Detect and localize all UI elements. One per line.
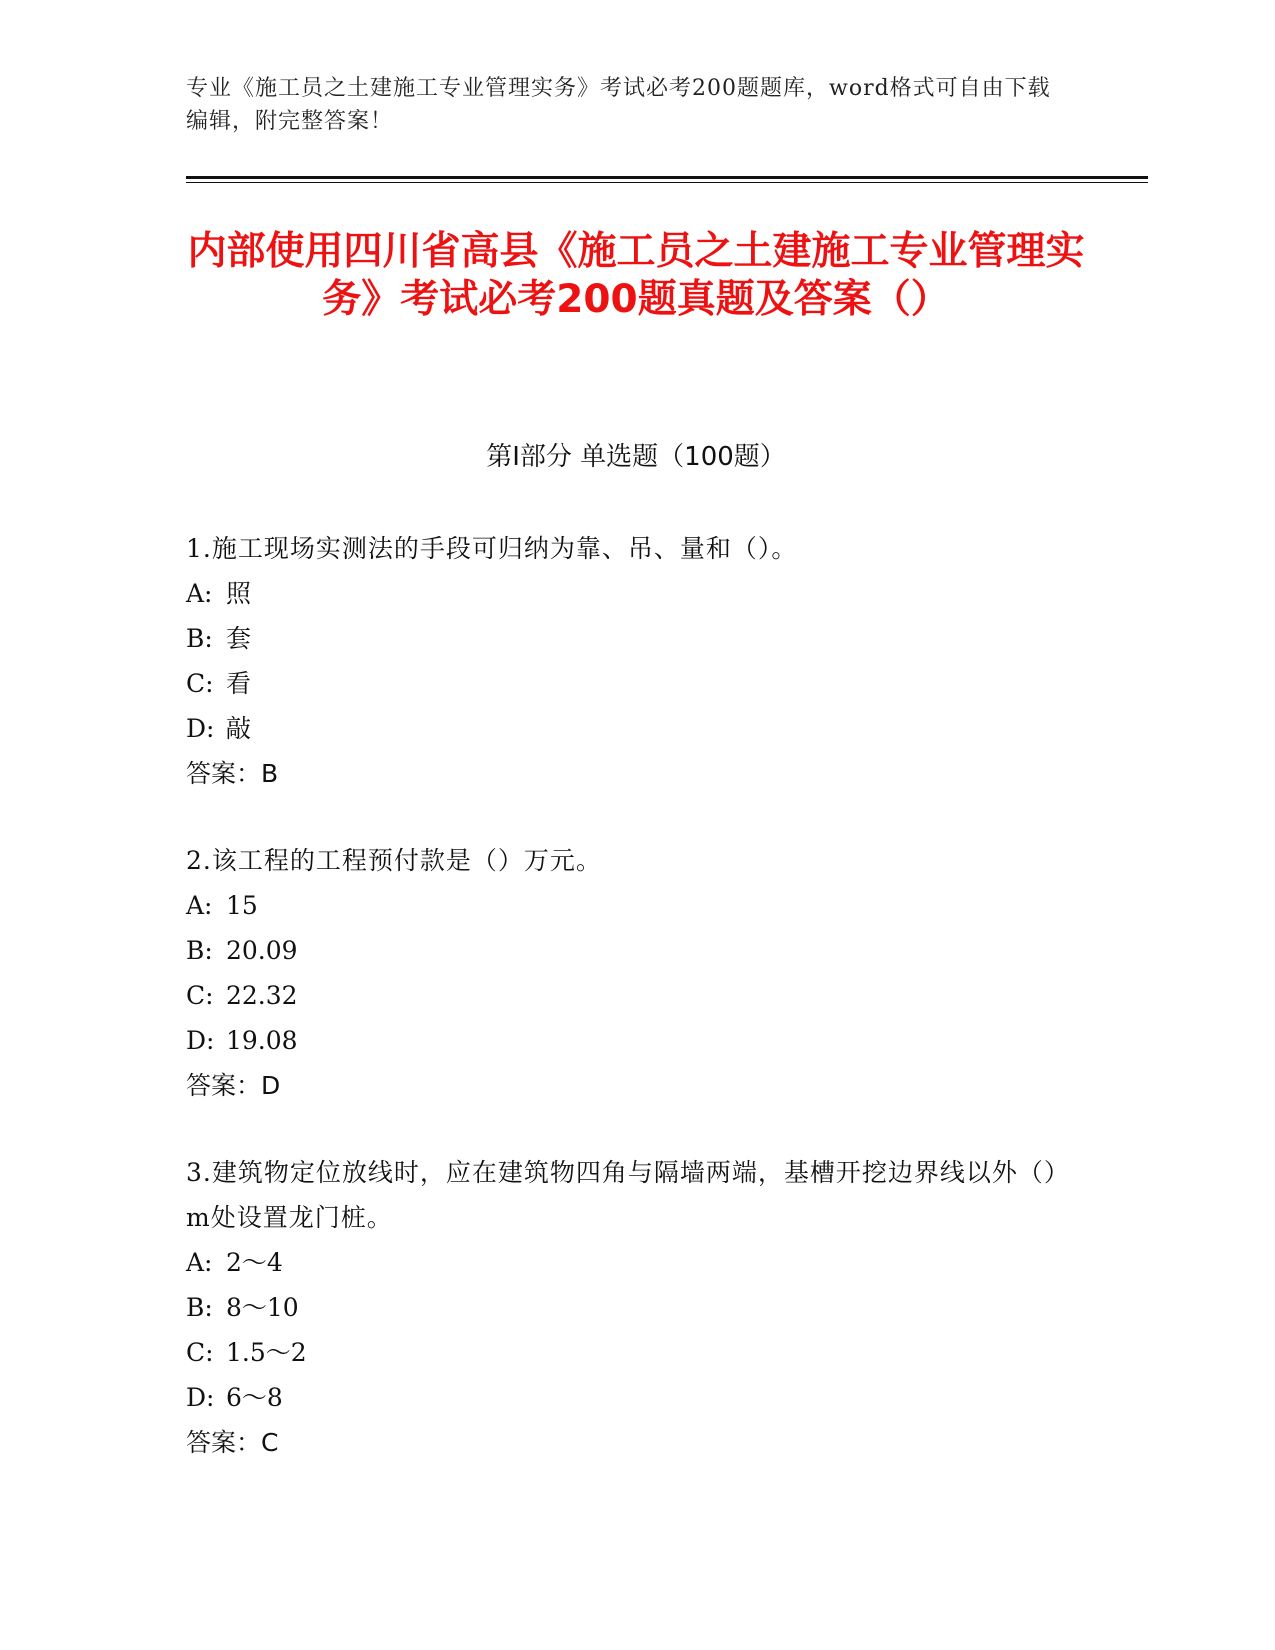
option-key: C: (186, 981, 214, 1010)
option-key: D: (186, 1383, 215, 1412)
option-c (186, 1330, 1086, 1375)
option-text: 8～10 (226, 1293, 299, 1322)
document-title: 内部使用四川省高县《施工员之土建施工专业管理实务》考试必考200题真题及答案（） (187, 229, 1085, 322)
option-key: D: (186, 714, 215, 743)
option-c (186, 973, 1086, 1018)
question-stem: 3.建筑物定位放线时，应在建筑物四角与隔墙两端，基槽开挖边界线以外（）m处设置龙门桩。 (186, 1158, 1070, 1232)
header-rule-thin (186, 182, 1148, 183)
question-3 (186, 1150, 1086, 1465)
option-key: D: (186, 1026, 215, 1055)
answer-line: 答案：D (186, 1071, 281, 1100)
option-key: B: (186, 624, 213, 653)
option-key: B: (186, 936, 213, 965)
section-title: 第Ⅰ部分 单选题（100题） (486, 442, 786, 472)
answer-line: 答案：C (186, 1428, 279, 1457)
option-b (186, 616, 1086, 661)
option-text: 22.32 (226, 981, 298, 1010)
question-stem: 1.施工现场实测法的手段可归纳为靠、吊、量和（）。 (186, 534, 798, 563)
option-key: A: (186, 1248, 213, 1277)
option-key: B: (186, 1293, 213, 1322)
option-text: 套 (226, 624, 252, 653)
option-a (186, 571, 1086, 616)
option-key: A: (186, 579, 213, 608)
question-1 (186, 526, 1086, 796)
question-list (186, 526, 1086, 1507)
option-d (186, 706, 1086, 751)
option-key: A: (186, 891, 213, 920)
option-text: 2～4 (226, 1248, 283, 1277)
option-c (186, 661, 1086, 706)
question-2 (186, 838, 1086, 1108)
option-b (186, 928, 1086, 973)
option-text: 看 (226, 669, 252, 698)
option-a (186, 883, 1086, 928)
option-text: 敲 (226, 714, 252, 743)
option-text: 20.09 (226, 936, 298, 965)
option-text: 19.08 (226, 1026, 298, 1055)
option-text: 15 (226, 891, 258, 920)
option-text: 6～8 (226, 1383, 283, 1412)
header-rule-thick (186, 176, 1148, 179)
option-b (186, 1285, 1086, 1330)
option-key: C: (186, 669, 214, 698)
question-stem: 2.该工程的工程预付款是（）万元。 (186, 846, 602, 875)
option-text: 照 (226, 579, 252, 608)
header-note: 专业《施工员之土建施工专业管理实务》考试必考200题题库，word格式可自由下载编辑，附完整答案！ (186, 76, 1051, 134)
option-text: 1.5～2 (226, 1338, 307, 1367)
answer-line: 答案：B (186, 759, 279, 788)
option-d (186, 1375, 1086, 1420)
option-d (186, 1018, 1086, 1063)
option-a (186, 1240, 1086, 1285)
option-key: C: (186, 1338, 214, 1367)
